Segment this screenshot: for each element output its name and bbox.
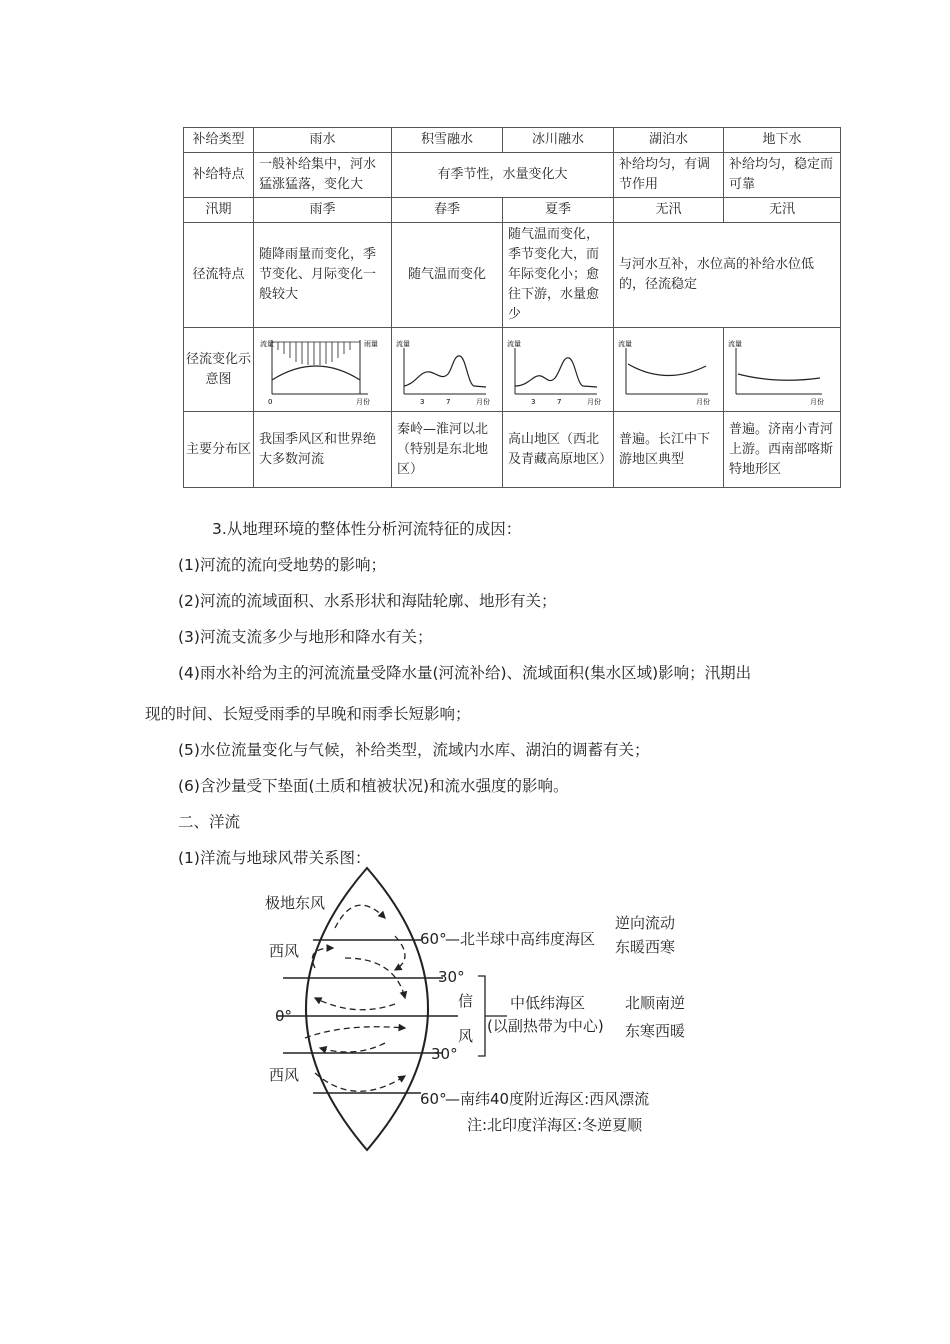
- flow-axis-label: 流量: [507, 339, 521, 348]
- graph-cell: [614, 328, 724, 412]
- mid-low-label: 中低纬海区: [510, 994, 586, 1012]
- flow-axis-label: 流量: [396, 339, 410, 348]
- table-cell: 普遍。济南小青河上游。西南部喀斯特地形区: [724, 412, 841, 488]
- graph-cell: [392, 328, 503, 412]
- table-row: [184, 328, 841, 412]
- lat-60s-label: 60°: [420, 1090, 447, 1108]
- table-cell: 夏季: [503, 198, 614, 223]
- header-cell: 积雪融水: [392, 128, 503, 153]
- graph-cell: [254, 328, 392, 412]
- polar-easterlies-label: 极地东风: [265, 894, 326, 912]
- table-row: [184, 223, 841, 328]
- list-item: (3)河流支流多少与地形和降水有关；: [178, 628, 433, 646]
- lat-30n-label: 30°: [438, 968, 465, 986]
- month-axis-label: 月份: [696, 397, 710, 406]
- recharge-table: [183, 127, 841, 488]
- groundwater-runoff-graph: [726, 334, 836, 406]
- row-label: 径流变化示意图: [184, 328, 254, 412]
- north-midhigh-label: —北半球中高纬度海区: [445, 930, 596, 948]
- table-cell: 随降雨量而变化，季节变化、月际变化一般较大: [254, 223, 392, 328]
- lat-60n-label: 60°: [420, 930, 447, 948]
- row-label: 汛期: [184, 198, 254, 223]
- section-title: 3.从地理环境的整体性分析河流特征的成因：: [212, 520, 522, 538]
- header-cell: 湖泊水: [614, 128, 724, 153]
- mid-note-2: 东寒西暖: [625, 1022, 686, 1040]
- list-item: (4)雨水补给为主的河流流量受降水量(河流补给)、流域面积(集水区域)影响；汛期出: [178, 664, 752, 682]
- flow-axis-label: 流量: [260, 339, 274, 348]
- tick-label: 3: [420, 397, 425, 406]
- flow-axis-label: 流量: [728, 339, 742, 348]
- month-axis-label: 月份: [356, 397, 370, 406]
- rainfall-axis-label: 雨量: [364, 339, 378, 348]
- section-heading: 二、洋流: [178, 813, 241, 831]
- table-cell: 补给均匀，有调节作用: [614, 153, 724, 198]
- flow-axis-label: 流量: [618, 339, 632, 348]
- table-cell: 高山地区（西北及青藏高原地区）: [503, 412, 614, 488]
- lake-runoff-graph: [616, 334, 720, 406]
- table-row: [184, 153, 841, 198]
- lat-30s-label: 30°: [431, 1045, 458, 1063]
- month-axis-label: 月份: [810, 397, 824, 406]
- table-header-row: [184, 128, 841, 153]
- tick-label: 7: [557, 397, 562, 406]
- table-cell: 我国季风区和世界绝大多数河流: [254, 412, 392, 488]
- row-label: 径流特点: [184, 223, 254, 328]
- tick-label: 3: [531, 397, 536, 406]
- bracket: [478, 976, 485, 1056]
- header-cell: 雨水: [254, 128, 392, 153]
- snow-runoff-graph: [394, 334, 499, 406]
- row-label: 主要分布区: [184, 412, 254, 488]
- glacier-runoff-graph: [505, 334, 610, 406]
- westerlies-south-label: 西风: [269, 1066, 300, 1084]
- table-row: [184, 198, 841, 223]
- list-item: (2)河流的流域面积、水系形状和海陆轮廓、地形有关；: [178, 592, 557, 610]
- subtropical-label: (以副热带为中心): [487, 1017, 604, 1035]
- header-cell: 地下水: [724, 128, 841, 153]
- table-cell: 雨季: [254, 198, 392, 223]
- table-cell: 春季: [392, 198, 503, 223]
- month-axis-label: 月份: [587, 397, 601, 406]
- table-cell: 无汛: [614, 198, 724, 223]
- table-cell: 随气温而变化，季节变化大，而年际变化小；愈往下游，水量愈少: [503, 223, 614, 328]
- list-item: (5)水位流量变化与气候，补给类型，流域内水库、湖泊的调蓄有关；: [178, 741, 650, 759]
- table-cell: 补给均匀，稳定而可靠: [724, 153, 841, 198]
- table-cell: 与河水互补，水位高的补给水位低的，径流稳定: [614, 223, 841, 328]
- indian-ocean-note: 注:北印度洋海区:冬逆夏顺: [467, 1116, 643, 1134]
- list-item: (1)河流的流向受地势的影响；: [178, 556, 386, 574]
- list-item: 现的时间、长短受雨季的早晚和雨季长短影响；: [145, 705, 471, 723]
- table-row: [184, 412, 841, 488]
- origin-label: 0: [268, 397, 273, 406]
- diagram-caption: (1)洋流与地球风带关系图：: [178, 849, 371, 867]
- south-drift-label: —南纬40度附近海区:西风漂流: [445, 1090, 650, 1108]
- header-cell: 冰川融水: [503, 128, 614, 153]
- north-note-1: 逆向流动: [615, 914, 676, 932]
- graph-cell: [503, 328, 614, 412]
- table-cell: 普遍。长江中下游地区典型: [614, 412, 724, 488]
- westerlies-north-label: 西风: [269, 942, 300, 960]
- table-cell: 有季节性，水量变化大: [392, 153, 614, 198]
- trade-wind-char-1: 信: [458, 992, 474, 1010]
- rain-runoff-graph: [256, 334, 388, 406]
- equator-label: 0°: [275, 1007, 293, 1025]
- north-note-2: 东暖西寒: [615, 938, 676, 956]
- month-axis-label: 月份: [476, 397, 490, 406]
- trade-wind-char-2: 风: [458, 1027, 474, 1045]
- row-label: 补给特点: [184, 153, 254, 198]
- table-cell: 一般补给集中，河水猛涨猛落，变化大: [254, 153, 392, 198]
- tick-label: 7: [446, 397, 451, 406]
- ocean-current-diagram: [245, 858, 715, 1158]
- list-item: (6)含沙量受下垫面(土质和植被状况)和流水强度的影响。: [178, 777, 569, 795]
- table-cell: 随气温而变化: [392, 223, 503, 328]
- header-cell: 补给类型: [184, 128, 254, 153]
- table-cell: 秦岭—淮河以北（特别是东北地区）: [392, 412, 503, 488]
- table-cell: 无汛: [724, 198, 841, 223]
- graph-cell: [724, 328, 841, 412]
- mid-note-1: 北顺南逆: [625, 994, 686, 1012]
